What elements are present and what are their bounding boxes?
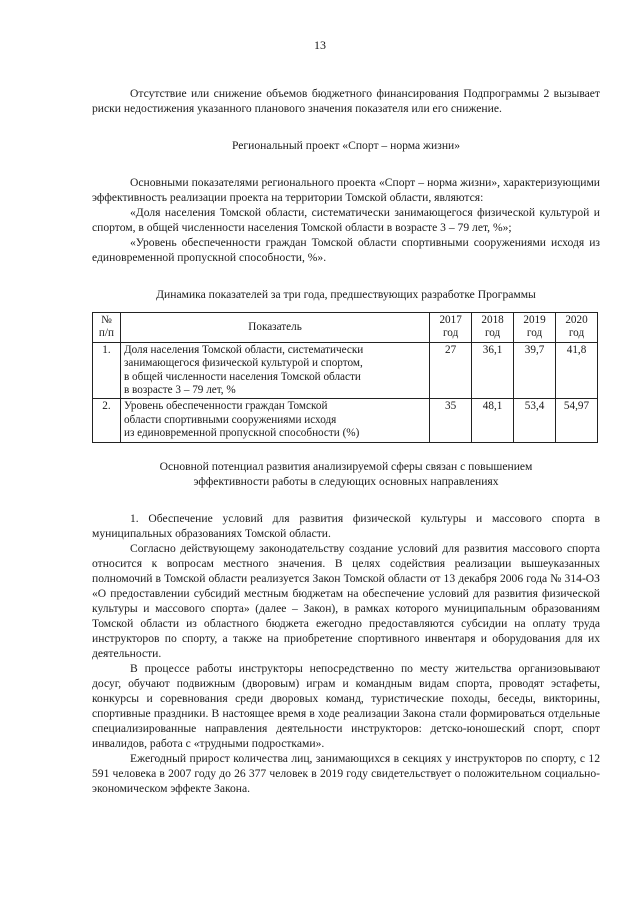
work-paragraph: В процессе работы инструкторы непосредственно по месту жительства организовывают досуг, обучают подвижным (дворовым) играм и командным видам спорта, проводят эстафеты, конкурсы и соревнования среди дворовых команд, туристические походы, беседы, викторины, спортивные праздники. В настоящее время в ходе реализации Закона стали формироваться отдельные специализированные направления деятельности инструкторов: детско-юношеский спорт, спорт инвалидов, работа с «трудными подростками». [92,661,600,750]
row-value-2020: 41,8 [556,342,598,399]
indicators-paragraph: Основными показателями регионального проекта «Спорт – норма жизни», характеризующими эффективность реализации проекта на территории Томской области, являются: [92,176,600,204]
table-row [93,399,598,442]
row-value-2020: 54,97 [556,399,598,442]
document-body [92,86,600,796]
indicator-2: «Уровень обеспеченности граждан Томской области спортивными сооружениями исходя из единовременной пропускной способности, %». [92,236,600,264]
header-year-2020: 2020 год [556,313,598,343]
intro-paragraph: Отсутствие или снижение объемов бюджетного финансирования Подпрограммы 2 вызывает риски недостижения указанного планового значения показателя или его снижение. [92,87,600,115]
table-row [93,342,598,399]
table-caption: Динамика показателей за три года, предшествующих разработке Программы [156,288,536,301]
row-number: 2. [93,399,121,442]
row-indicator: Доля населения Томской области, систематически занимающегося физической культурой и спортом, в общей численности населения Томской области в возрасте 3 – 79 лет, % [120,342,429,399]
row-value-2019: 53,4 [514,399,556,442]
indicators-table [92,312,598,443]
indicator-1: «Доля населения Томской области, систематически занимающегося физической культурой и спортом, в общей численности населения Томской области в возрасте 3 – 79 лет, %»; [92,206,600,234]
header-year-2017: 2017 год [430,313,472,343]
row-value-2017: 35 [430,399,472,442]
header-indicator: Показатель [120,313,429,343]
page-number: 13 [314,38,326,52]
header-year-2019: 2019 год [514,313,556,343]
row-indicator: Уровень обеспеченности граждан Томской области спортивными сооружениями исходя из единовременной пропускной способности (%) [120,399,429,442]
law-paragraph: Согласно действующему законодательству создание условий для развития массового спорта относится к вопросам местного значения. В целях содействия реализации вышеуказанных полномочий в Томской области реализуется Закон Томской области от 13 декабря 2006 года № 314-ОЗ «О предоставлении субсидий местным бюджетам на обеспечение условий для развития физической культуры и массового спорта» (далее – Закон), в рамках которого муниципальным образованиям Томской области из областного бюджета ежегодно предоставляются субсидии на оплату труда инструкторов по спорту, а также на приобретение спортивного инвентаря и оборудования для их деятельности. [92,541,600,660]
row-value-2019: 39,7 [514,342,556,399]
table-header-row [93,313,598,343]
section-title: Региональный проект «Спорт – норма жизни» [231,139,461,152]
header-year-2018: 2018 год [472,313,514,343]
row-value-2017: 27 [430,342,472,399]
row-number: 1. [93,342,121,399]
row-value-2018: 36,1 [472,342,514,399]
growth-paragraph: Ежегодный прирост количества лиц, занимающихся в секциях у инструкторов по спорту, с 12 591 человека в 2007 году до 26 377 человек в 2019 году свидетельствует о положительном социально-экономическом эффекте Закона. [92,751,600,795]
direction-1: 1. Обеспечение условий для развития физической культуры и массового спорта в муниципальных образованиях Томской области. [92,511,600,540]
row-value-2018: 48,1 [472,399,514,442]
potential-heading: Основной потенциал развития анализируемой сферы связан с повышением эффективности работы в следующих основных направлениях [159,459,533,488]
header-number: № п/п [93,313,121,343]
